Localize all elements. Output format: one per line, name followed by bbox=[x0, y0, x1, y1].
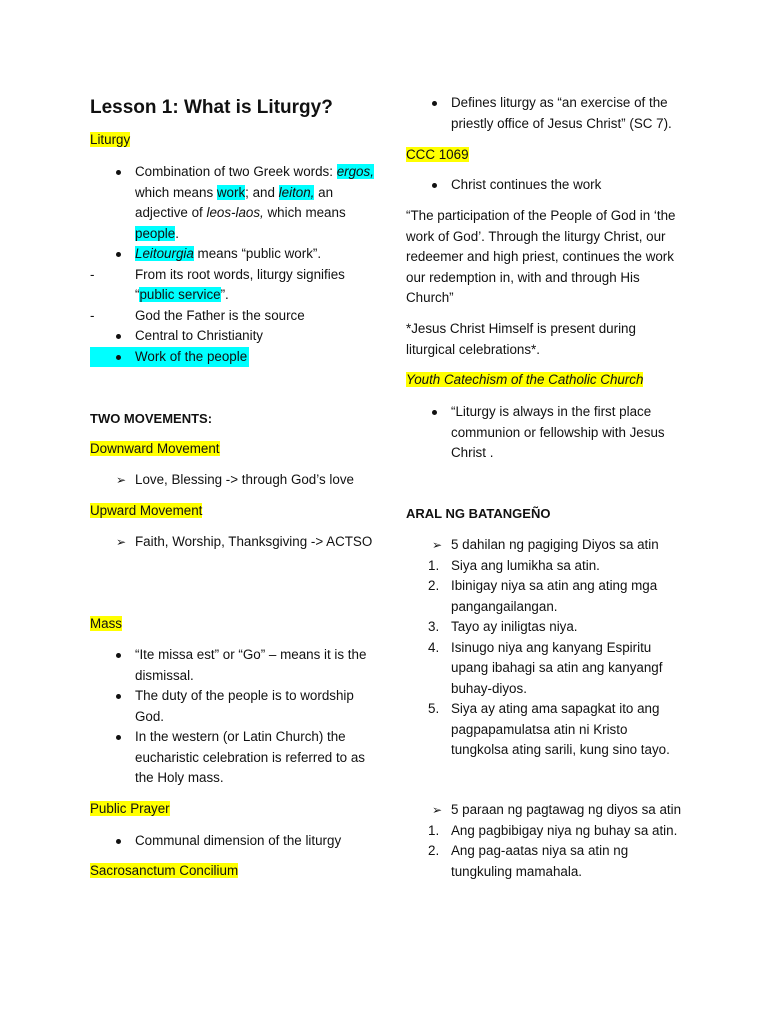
list-item: Communal dimension of the liturgy bbox=[90, 831, 380, 852]
bullet-icon bbox=[116, 334, 121, 339]
list-item: 1. Siya ang lumikha sa atin. bbox=[428, 557, 600, 573]
note-paragraph: *Jesus Christ Himself is present during liturgical celebrations*. bbox=[406, 321, 636, 357]
page-title: Lesson 1: What is Liturgy? bbox=[90, 97, 333, 118]
aral-heading: ARAL NG BATANGEÑO bbox=[406, 506, 551, 521]
list-item: 2. Ang pag-aatas niya sa atin ng tungkuling mamahala. bbox=[428, 843, 629, 879]
list-item: ➢ Faith, Worship, Thanksgiving -> ACTSO bbox=[90, 532, 380, 553]
upward-heading: Upward Movement bbox=[90, 503, 203, 518]
dash-icon: - bbox=[90, 307, 95, 323]
liturgy-heading: Liturgy bbox=[90, 132, 131, 147]
list-item: Defines liturgy as “an exercise of the priestly office of Jesus Christ” (SC 7). bbox=[406, 93, 688, 134]
list-item: Christ continues the work bbox=[406, 175, 688, 196]
prayer-list bbox=[90, 831, 380, 852]
list-item: 5. Siya ay ating ama sapagkat ito ang pagpapamulatsa atin ni Kristo tungkolsa ating sarili, kung sino tayo. bbox=[428, 701, 670, 757]
arrow-bullet-icon: ➢ bbox=[432, 803, 443, 817]
mass-list bbox=[90, 645, 380, 789]
arrow-bullet-icon: ➢ bbox=[116, 473, 127, 487]
upward-list bbox=[90, 532, 380, 553]
arrow-bullet-icon: ➢ bbox=[116, 535, 127, 549]
downward-list bbox=[90, 470, 380, 491]
list-item: Central to Christianity bbox=[90, 326, 380, 347]
arrow-bullet-icon: ➢ bbox=[432, 538, 443, 552]
list-item: “Liturgy is always in the first place communion or fellowship with Jesus Christ . bbox=[406, 402, 688, 464]
list-item: - From its root words, liturgy signifies “public service”. bbox=[90, 266, 345, 302]
bullet-icon bbox=[116, 839, 121, 844]
list-item: Combination of two Greek words: ergos, which means work; and leiton, an adjective of leos-laos, which means people. bbox=[90, 162, 380, 244]
term-work: work bbox=[216, 184, 246, 200]
term-ergos: ergos, bbox=[336, 164, 374, 179]
downward-heading: Downward Movement bbox=[90, 441, 220, 456]
movements-heading: TWO MOVEMENTS: bbox=[90, 411, 213, 426]
list-item: The duty of the people is to wordship God. bbox=[90, 686, 380, 727]
group1-list bbox=[406, 535, 688, 761]
list-item: In the western (or Latin Church) the eucharistic celebration is referred to as the Holy mass. bbox=[90, 727, 380, 789]
bullet-icon bbox=[116, 252, 121, 257]
bullet-icon bbox=[116, 653, 121, 658]
quote-paragraph: “The participation of the People of God in ‘the work of God’. Through the liturgy Christ, our redeemer and high priest, continues the work our redemption in, with and through His Church” bbox=[406, 208, 676, 305]
mass-heading: Mass bbox=[90, 616, 122, 631]
bullet-icon bbox=[432, 410, 437, 415]
list-item: ➢ 5 paraan ng pagtawag ng diyos sa atin bbox=[406, 800, 688, 821]
bullet-icon bbox=[432, 183, 437, 188]
list-item: 3. Tayo ay iniligtas niya. bbox=[428, 619, 578, 634]
prayer-heading: Public Prayer bbox=[90, 801, 170, 816]
list-item: - God the Father is the source bbox=[90, 306, 380, 327]
ccc-list bbox=[406, 175, 688, 196]
youcat-list bbox=[406, 402, 688, 464]
bullet-icon bbox=[116, 355, 121, 360]
term-people: people bbox=[135, 225, 176, 241]
term-public-service: public service bbox=[139, 287, 221, 302]
dash-icon: - bbox=[90, 266, 95, 282]
liturgy-list bbox=[90, 162, 380, 367]
list-item: Leitourgia means “public work”. bbox=[90, 244, 380, 265]
bullet-icon bbox=[116, 170, 121, 175]
list-item: “Ite missa est” or “Go” – means it is the dismissal. bbox=[90, 645, 380, 686]
sacro-heading: Sacrosanctum Concilium bbox=[90, 863, 239, 878]
bullet-icon bbox=[116, 735, 121, 740]
bullet-icon bbox=[116, 694, 121, 699]
term-leiton: leiton, bbox=[278, 184, 315, 200]
bullet-icon bbox=[432, 101, 437, 106]
term-leitourgia: Leitourgia bbox=[135, 246, 194, 261]
list-item: 1. Ang pagbibigay niya ng buhay sa atin. bbox=[428, 822, 678, 838]
list-item: 2. Ibinigay niya sa atin ang ating mga pangangailangan. bbox=[428, 578, 658, 614]
list-item: ➢ 5 dahilan ng pagiging Diyos sa atin bbox=[406, 535, 688, 556]
list-item: 4. Isinugo niya ang kanyang Espiritu upang ibahagi sa atin ang kanyangf buhay-diyos. bbox=[428, 639, 663, 696]
youcat-heading: Youth Catechism of the Catholic Church bbox=[406, 372, 644, 387]
list-item: Work of the people bbox=[90, 347, 380, 368]
group2-list bbox=[406, 800, 688, 882]
ccc-heading: CCC 1069 bbox=[406, 147, 469, 162]
definition-list bbox=[406, 93, 688, 134]
list-item: ➢ Love, Blessing -> through God’s love bbox=[90, 470, 380, 491]
